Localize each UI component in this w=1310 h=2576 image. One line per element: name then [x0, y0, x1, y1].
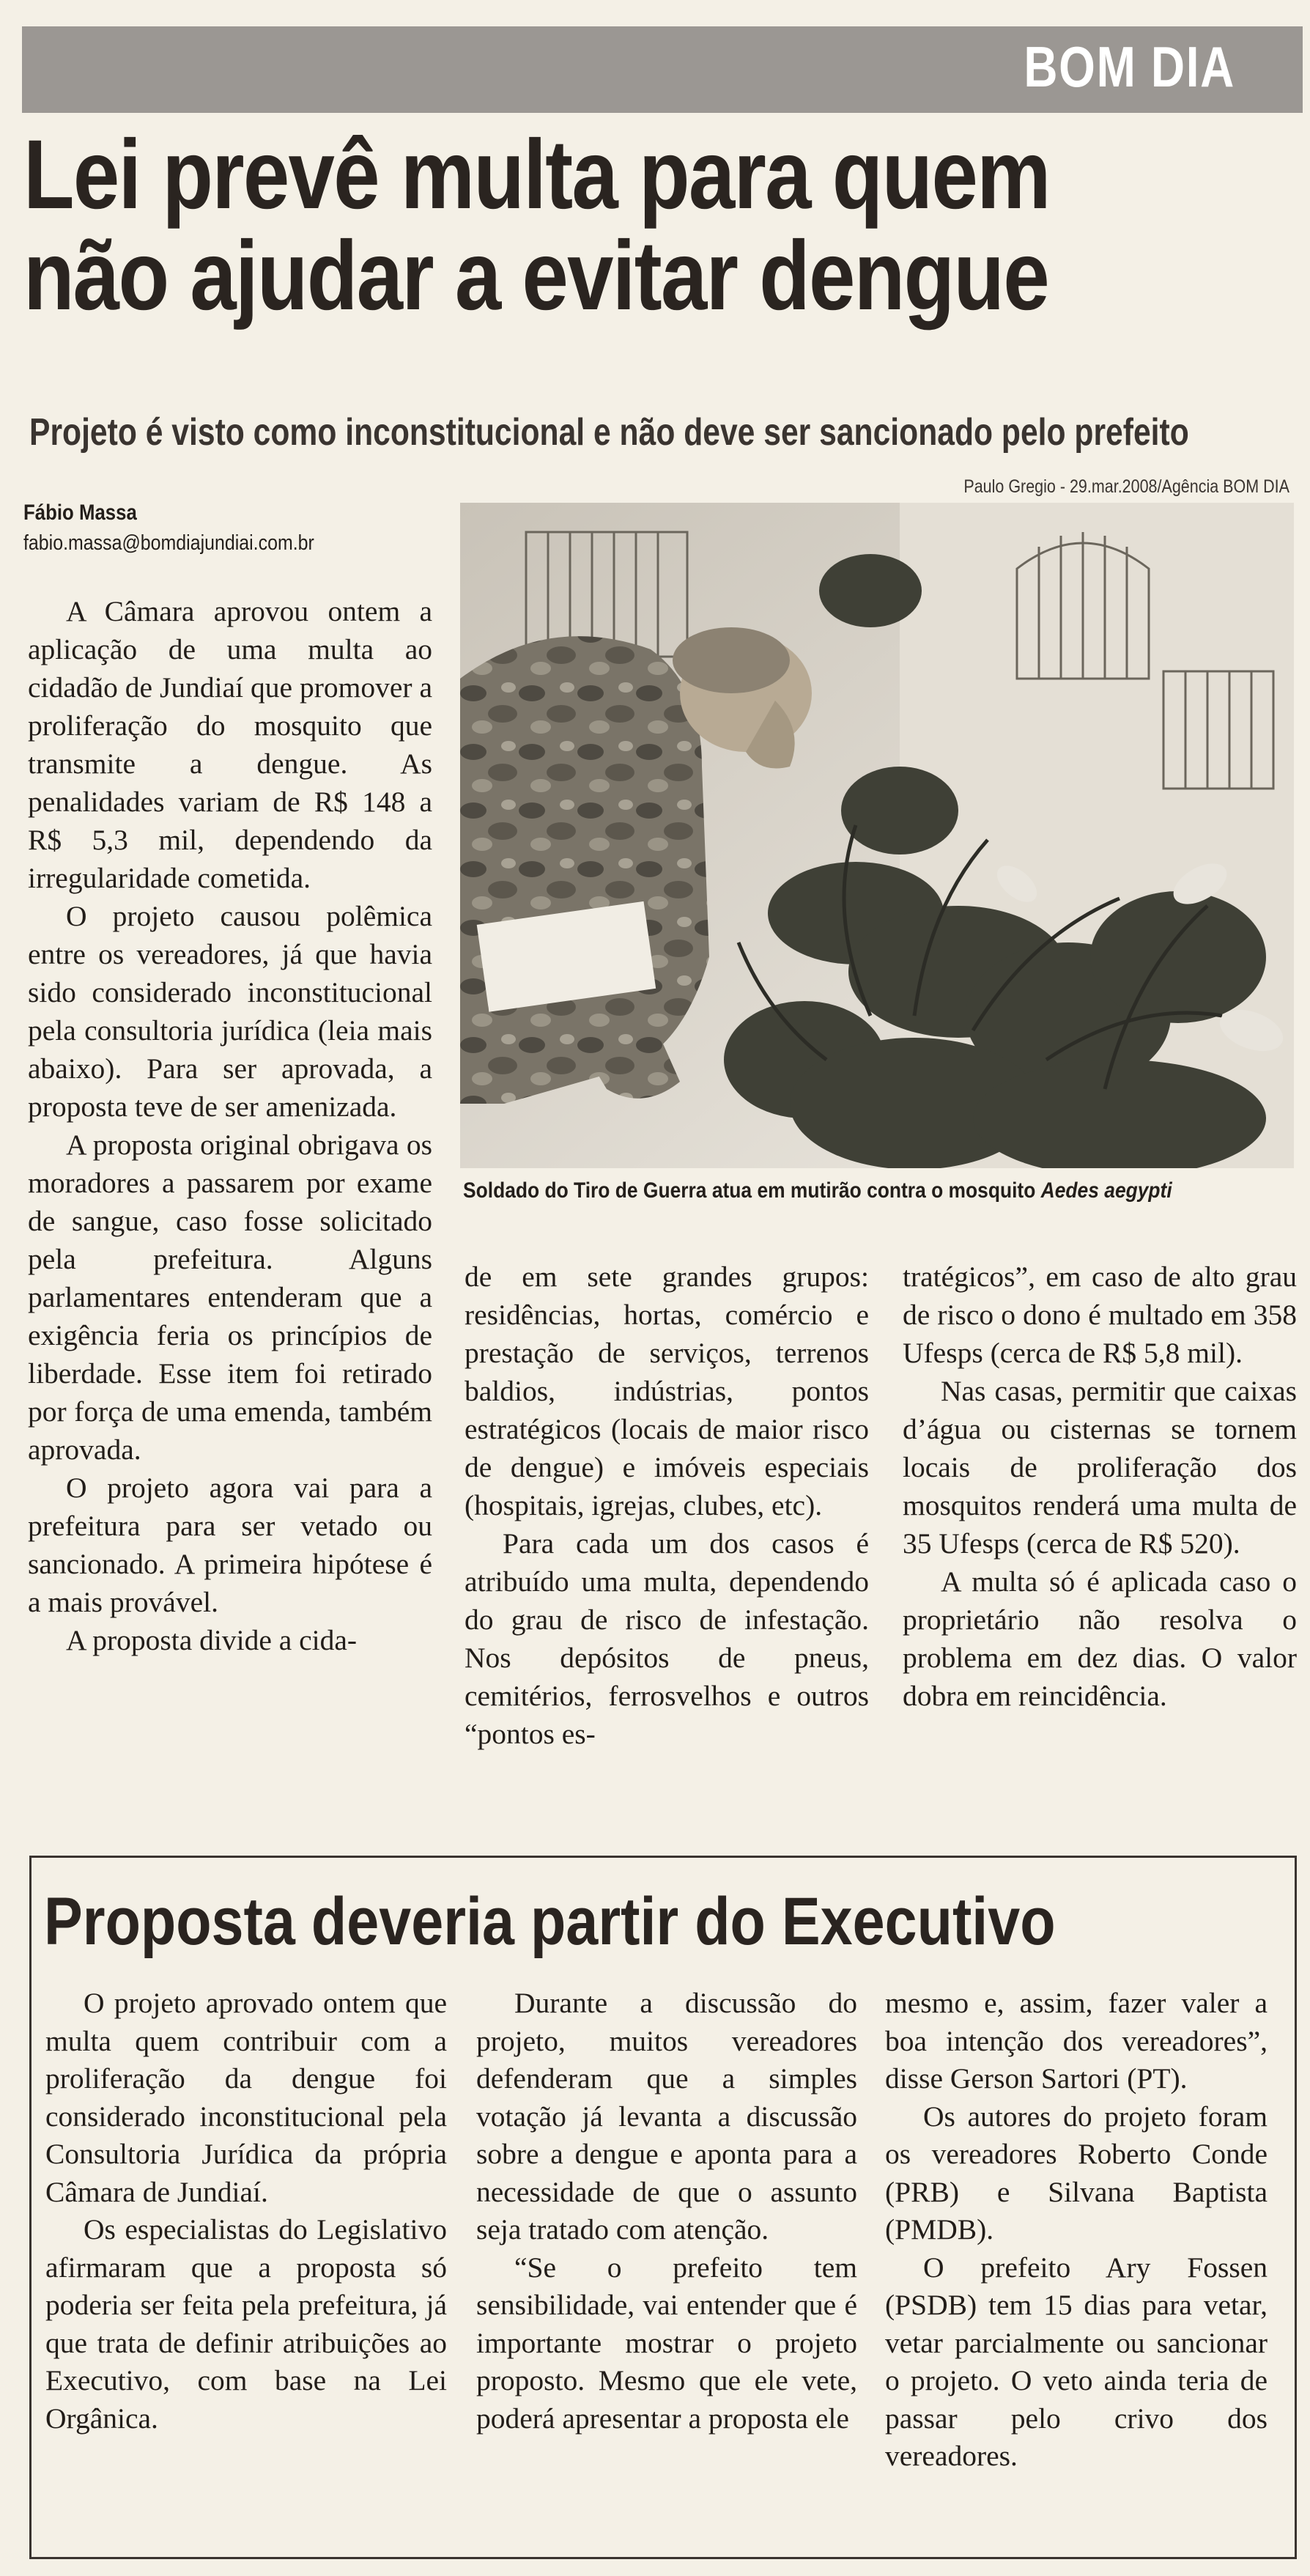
- paragraph: Os autores do projeto foram os vereadores Roberto Conde (PRB) e Silvana Baptista (PMDB).: [885, 2100, 1268, 2245]
- paragraph: A proposta original obrigava os moradores a passarem por exame de sangue, caso fosse solicitado pela prefeitura. Alguns parlamentares entenderam que a exigência feria os princípios de liberdade. Esse item foi retirado por força de uma emenda, também aprovada.: [28, 1129, 432, 1466]
- article-column-2: [465, 1258, 869, 1753]
- soldier-plants-illustration: [460, 503, 1294, 1168]
- caption-text: Soldado do Tiro de Guerra atua em mutirão contra o mosquito: [463, 1178, 1041, 1203]
- paragraph: “Se o prefeito tem sensibilidade, vai entender que é importante mostrar o projeto proposto. Mesmo que ele vete, poderá apresentar a proposta ele: [476, 2251, 857, 2435]
- paragraph: O projeto causou polêmica entre os vereadores, já que havia sido considerado inconstitucional pela consultoria jurídica (leia mais abaixo). Para ser aprovada, a proposta teve de ser amenizada.: [28, 900, 432, 1123]
- headline: [23, 120, 1298, 331]
- sidebar-column-1: [45, 1985, 447, 2437]
- paragraph: A proposta divide a cida-: [66, 1624, 358, 1656]
- paragraph: Para cada um dos casos é atribuído uma multa, dependendo do grau de risco de infestação. Nos depósitos de pneus, cemitérios, ferrosvelhos e outros “pontos es-: [465, 1527, 869, 1750]
- photo-credit: Paulo Gregio - 29.mar.2008/Agência BOM DIA: [963, 476, 1289, 497]
- paragraph: A multa só é aplicada caso o proprietário não resolva o problema em dez dias. O valor dobra em reincidência.: [903, 1565, 1297, 1712]
- paragraph: tratégicos”, em caso de alto grau de risco o dono é multado em 358 Ufesps (cerca de R$ 5,8 mil).: [903, 1261, 1297, 1369]
- paragraph: Durante a discussão do projeto, muitos vereadores defenderam que a simples votação já levanta a discussão sobre a dengue e aponta para a necessidade de que o assunto seja tratado com atenção.: [476, 1987, 857, 2245]
- sidebar-headline: Proposta deveria partir do Executivo: [44, 1884, 1056, 1959]
- paragraph: O prefeito Ary Fossen (PSDB) tem 15 dias para vetar, vetar parcialmente ou sancionar o projeto. O veto ainda teria de passar pelo crivo dos vereadores.: [885, 2251, 1268, 2472]
- paragraph: mesmo e, assim, fazer valer a boa intenção dos vereadores”, disse Gerson Sartori (PT).: [885, 1987, 1268, 2095]
- article-column-3: [903, 1258, 1297, 1715]
- paragraph: A Câmara aprovou ontem a aplicação de uma multa ao cidadão de Jundiaí que promover a proliferação do mosquito que transmite a dengue. As penalidades variam de R$ 148 a R$ 5,3 mil, dependendo da irregularidade cometida.: [28, 595, 432, 894]
- photo-caption: [463, 1178, 1198, 1203]
- subheadline: Projeto é visto como inconstitucional e não deve ser sancionado pelo prefeito: [29, 411, 1189, 454]
- paragraph: Nas casas, permitir que caixas d’água ou cisternas se tornem locais de proliferação dos mosquitos renderá uma multa de 35 Ufesps (cerca de R$ 520).: [903, 1375, 1297, 1560]
- paragraph: de em sete grandes grupos: residências, hortas, comércio e prestação de serviços, terrenos baldios, indústrias, pontos estratégicos (locais de maior risco de dengue) e imóveis especiais (hospitais, igrejas, clubes, etc).: [465, 1261, 869, 1521]
- headline-line-2: não ajudar a evitar dengue: [23, 221, 1048, 331]
- paragraph: Os especialistas do Legislativo afirmaram que a proposta só poderia ser feita pela prefeitura, já que trata de definir atribuições ao Executivo, com base na Lei Orgânica.: [45, 2213, 447, 2435]
- caption-italic: Aedes aegypti: [1040, 1178, 1172, 1203]
- section-label: BOM DIA: [1024, 34, 1235, 99]
- article-photo: [460, 503, 1294, 1168]
- paragraph: O projeto aprovado ontem que multa quem contribuir com a proliferação da dengue foi considerado inconstitucional pela Consultoria Jurídica da própria Câmara de Jundiaí.: [45, 1987, 447, 2208]
- section-band: [22, 26, 1303, 113]
- paragraph: O projeto agora vai para a prefeitura para ser vetado ou sancionado. A primeira hipótese é a mais provável.: [28, 1472, 432, 1618]
- headline-line-1: Lei prevê multa para quem: [23, 120, 1050, 229]
- sidebar-column-2: [476, 1985, 857, 2437]
- author-name: Fábio Massa: [23, 501, 137, 525]
- sidebar-column-3: [885, 1985, 1268, 2476]
- article-column-1: [28, 592, 432, 1659]
- author-email: fabio.massa@bomdiajundiai.com.br: [23, 531, 314, 555]
